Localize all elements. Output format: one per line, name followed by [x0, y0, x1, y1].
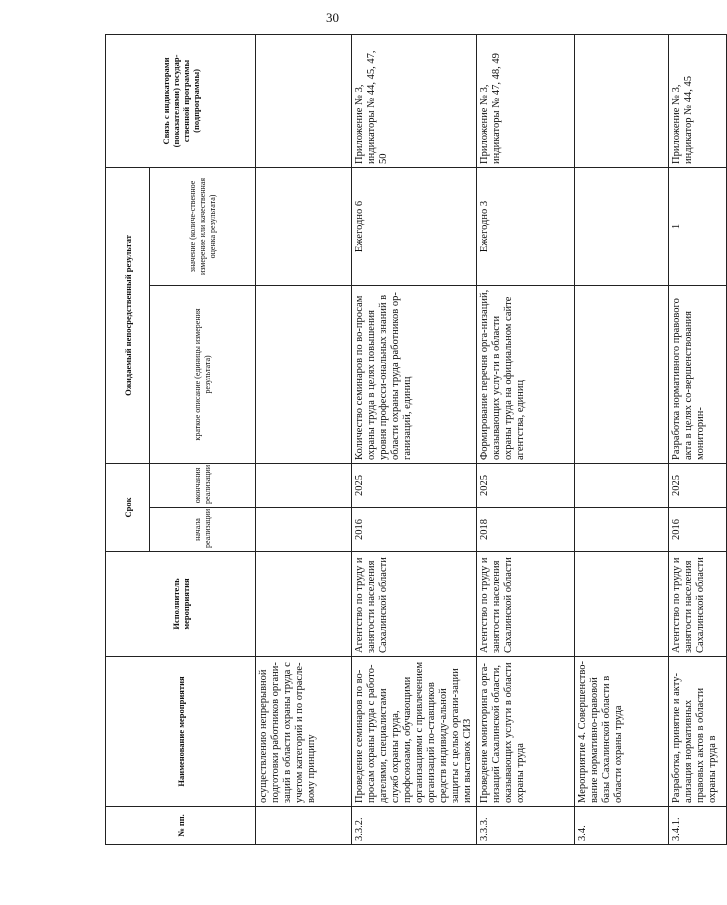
header-name: Наименование мероприятия	[106, 657, 256, 807]
header-start: начала реализации	[150, 508, 256, 552]
cell-name: осуществлению непрерывной подготовки работников органи-заций в области охраны труда с учетом категорий и по отрасле-вому принципу	[256, 657, 352, 807]
table-row	[575, 34, 669, 844]
cell-end	[575, 463, 669, 507]
cell-brief: Разработка нормативного правового акта в целях со-вершенствования мониторин-	[669, 285, 727, 463]
cell-brief: Формирование перечня орга-низаций, оказывающих услу-ги в области охраны труда на официальном сайте агентства, единиц	[477, 285, 575, 463]
cell-executor: Агентство по труду и занятости населения Сахалинской области	[352, 552, 477, 657]
cell-link	[575, 34, 669, 167]
rotated-table-frame	[105, 35, 718, 845]
cell-num: 3.4.1.	[669, 807, 727, 845]
table-row	[352, 34, 477, 844]
cell-end: 2025	[477, 463, 575, 507]
header-link: Связь с индикаторами (показателями) государ-ственной программы (подпрограммы)	[106, 34, 256, 167]
cell-num	[256, 807, 352, 845]
header-row-1	[106, 34, 150, 844]
cell-num: 3.3.2.	[352, 807, 477, 845]
cell-value: 1	[669, 167, 727, 285]
cell-value	[575, 167, 669, 285]
header-executor: Исполнитель мероприятия	[106, 552, 256, 657]
cell-link: Приложение № 3, индикатор № 44, 45	[669, 34, 727, 167]
cell-end	[256, 463, 352, 507]
cell-brief	[256, 285, 352, 463]
page-number: 30	[326, 10, 339, 25]
cell-value: Ежегодно 3	[477, 167, 575, 285]
cell-brief: Количество семинаров по во-просам охраны труда в целях повышения уровня професси-ональных знаний в области охраны труда работников ор-ганизаций, единиц	[352, 285, 477, 463]
cell-name: Проведение семинаров по во-просам охраны труда с работо-дателями, специалистами служб охраны труда, профсоюзами, обучающими организациями с привлечением организаций по-ставщиков средств индивиду-альной защиты с целью органи-зации ими выставок СИЗ	[352, 657, 477, 807]
cell-num: 3.3.3.	[477, 807, 575, 845]
cell-executor: Агентство по труду и занятости населения Сахалинской области	[669, 552, 727, 657]
table-row	[669, 34, 727, 844]
cell-link: Приложение № 3, индикаторы № 44, 45, 47, 50	[352, 34, 477, 167]
table-row	[256, 34, 352, 844]
cell-name: Мероприятие 4. Совершенство-вание нормативно-правовой базы Сахалинской области в области охраны труда	[575, 657, 669, 807]
cell-start	[256, 508, 352, 552]
activities-table	[105, 34, 727, 845]
cell-executor	[575, 552, 669, 657]
cell-start: 2018	[477, 508, 575, 552]
cell-value: Ежегодно 6	[352, 167, 477, 285]
cell-start: 2016	[352, 508, 477, 552]
cell-executor: Агентство по труду и занятости населения Сахалинской области	[477, 552, 575, 657]
table-rotator	[105, 35, 718, 845]
cell-link	[256, 34, 352, 167]
header-num: № пп.	[106, 807, 256, 845]
cell-start: 2016	[669, 508, 727, 552]
cell-value	[256, 167, 352, 285]
cell-num: 3.4.	[575, 807, 669, 845]
header-expected: Ожидаемый непосредственный результат	[106, 167, 150, 463]
cell-name: Проведение мониторинга орга-низаций Сахалинской области, оказывающих услуги в области охраны труда	[477, 657, 575, 807]
cell-name: Разработка, принятие и акту-ализация нормативных правовых актов в области охраны труда в	[669, 657, 727, 807]
cell-executor	[256, 552, 352, 657]
cell-start	[575, 508, 669, 552]
header-end: окончания реализации	[150, 463, 256, 507]
header-term: Срок	[106, 463, 150, 551]
table-row	[477, 34, 575, 844]
header-brief: краткое описание (единицы измерения результата)	[150, 285, 256, 463]
cell-link: Приложение № 3, индикаторы № 47, 48, 49	[477, 34, 575, 167]
cell-brief	[575, 285, 669, 463]
cell-end: 2025	[352, 463, 477, 507]
header-value: значение (количе-ственное измерение или качественная оценка результата)	[150, 167, 256, 285]
cell-end: 2025	[669, 463, 727, 507]
